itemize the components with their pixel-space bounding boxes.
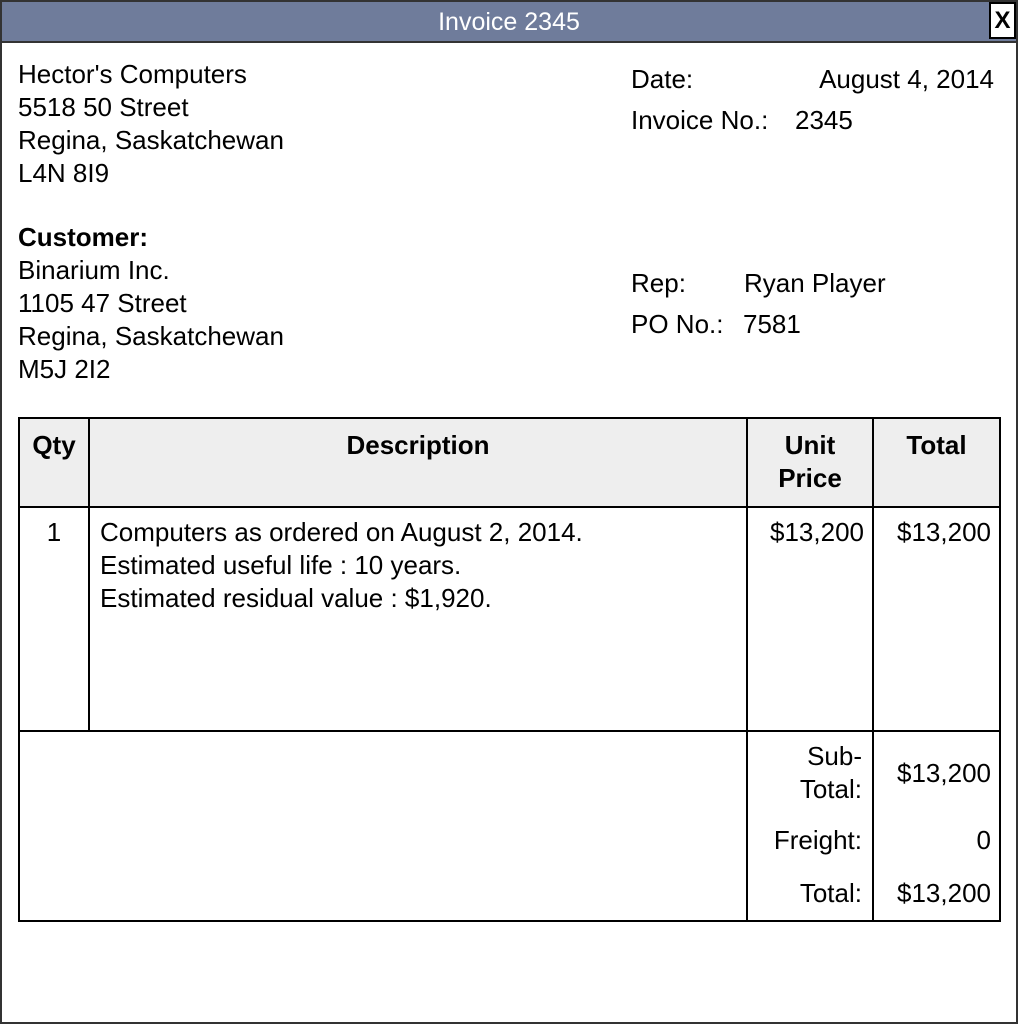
column-header-description: Description (346, 430, 490, 460)
date-value: August 4, 2014 (819, 64, 994, 94)
customer-address-1: 1105 47 Street (18, 288, 187, 318)
subtotal-label-line-2: Total: (799, 774, 862, 804)
customer-name: Binarium Inc. (18, 255, 170, 285)
row-total: $13,200 (897, 517, 991, 547)
column-header-unit-price-line-2: Price (778, 463, 842, 493)
seller-postal: L4N 8I9 (18, 158, 110, 188)
column-header-qty: Qty (32, 430, 76, 460)
invoice-number-label: Invoice No.: (631, 105, 769, 135)
po-number-value: 7581 (743, 309, 801, 339)
freight-label: Freight: (773, 825, 862, 855)
date-label: Date: (631, 64, 694, 94)
subtotal-value: $13,200 (897, 758, 991, 788)
freight-value: 0 (976, 825, 991, 855)
seller-name: Hector's Computers (18, 59, 247, 89)
column-header-total: Total (906, 430, 967, 460)
row-description-line-3: Estimated residual value : $1,920. (100, 583, 492, 613)
row-description-line-1: Computers as ordered on August 2, 2014. (100, 517, 583, 547)
po-number-label: PO No.: (631, 309, 724, 339)
invoice-table (18, 417, 1001, 922)
close-button[interactable]: X (989, 2, 1016, 39)
row-description-line-2: Estimated useful life : 10 years. (100, 550, 462, 580)
row-unit-price: $13,200 (770, 517, 864, 547)
divider (88, 419, 90, 730)
title-bar[interactable] (2, 2, 1016, 43)
total-label: Total: (799, 878, 862, 908)
total-value: $13,200 (897, 878, 991, 908)
customer-address-2: Regina, Saskatchewan (18, 321, 284, 351)
invoice-number-value: 2345 (795, 105, 853, 135)
column-header-unit-price-line-1: Unit (784, 430, 836, 460)
divider (20, 730, 999, 732)
row-qty: 1 (46, 517, 62, 547)
customer-postal: M5J 2I2 (18, 354, 111, 384)
seller-address-2: Regina, Saskatchewan (18, 125, 284, 155)
rep-value: Ryan Player (744, 268, 886, 298)
subtotal-label-line-1: Sub- (807, 741, 862, 771)
window-title: Invoice 2345 (438, 8, 580, 36)
customer-heading: Customer: (18, 222, 149, 252)
seller-address-1: 5518 50 Street (18, 92, 189, 122)
rep-label: Rep: (631, 268, 686, 298)
